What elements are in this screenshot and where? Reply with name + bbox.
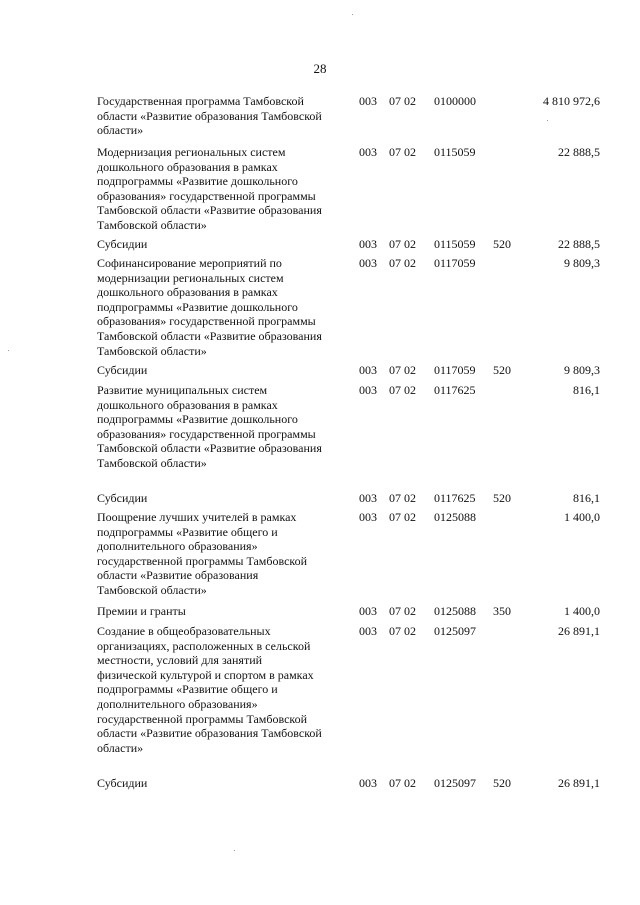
admin-code: 003: [359, 256, 377, 270]
row-description: Субсидии: [97, 363, 148, 377]
admin-code: 003: [359, 363, 377, 377]
expense-type-code: 520: [493, 491, 511, 505]
row-description: Премии и гранты: [97, 604, 186, 618]
section-code: 07 02: [389, 510, 416, 524]
target-code: 0117059: [434, 363, 476, 377]
admin-code: 003: [359, 776, 377, 790]
expense-type-code: 350: [493, 604, 511, 618]
section-code: 07 02: [389, 491, 416, 505]
amount: 4 810 972,6: [543, 94, 600, 108]
row-description: Создание в общеобразовательных организациях, расположенных в сельской местности, условий для занятий физической культурой и спортом в рамках подпрограммы «Развитие общего и дополнительного образования» государственной программы Тамбовской области «Развитие образования Тамбовской области»: [97, 624, 322, 755]
target-code: 0125088: [434, 604, 476, 618]
amount: 26 891,1: [558, 776, 600, 790]
amount: 22 888,5: [558, 237, 600, 251]
amount: 9 809,3: [564, 363, 600, 377]
expense-type-code: 520: [493, 237, 511, 251]
admin-code: 003: [359, 624, 377, 638]
expense-type-code: 520: [493, 776, 511, 790]
admin-code: 003: [359, 237, 377, 251]
section-code: 07 02: [389, 363, 416, 377]
admin-code: 003: [359, 604, 377, 618]
row-description: Субсидии: [97, 237, 148, 251]
scan-speck: [352, 14, 353, 15]
admin-code: 003: [359, 145, 377, 159]
section-code: 07 02: [389, 256, 416, 270]
amount: 816,1: [573, 383, 600, 397]
section-code: 07 02: [389, 604, 416, 618]
target-code: 0117625: [434, 383, 476, 397]
target-code: 0125097: [434, 776, 476, 790]
row-description: Софинансирование мероприятий по модернизации региональных систем дошкольного образования в рамках подпрограммы «Развитие дошкольного образования» государственной программы Тамбовской области «Развитие образования Тамбовской области»: [97, 256, 322, 358]
amount: 26 891,1: [558, 624, 600, 638]
target-code: 0125097: [434, 624, 476, 638]
amount: 1 400,0: [564, 510, 600, 524]
target-code: 0125088: [434, 510, 476, 524]
row-description: Модернизация региональных систем дошкольного образования в рамках подпрограммы «Развитие дошкольного образования» государственной программы Тамбовской области «Развитие образования Тамбовской области»: [97, 145, 322, 232]
expense-type-code: 520: [493, 363, 511, 377]
section-code: 07 02: [389, 94, 416, 108]
target-code: 0115059: [434, 237, 476, 251]
amount: 1 400,0: [564, 604, 600, 618]
page-number: 28: [313, 61, 327, 76]
amount: 816,1: [573, 491, 600, 505]
row-description: Субсидии: [97, 491, 148, 505]
section-code: 07 02: [389, 624, 416, 638]
admin-code: 003: [359, 383, 377, 397]
target-code: 0117625: [434, 491, 476, 505]
section-code: 07 02: [389, 237, 416, 251]
target-code: 0117059: [434, 256, 476, 270]
row-description: Субсидии: [97, 776, 148, 790]
amount: 22 888,5: [558, 145, 600, 159]
target-code: 0100000: [434, 94, 476, 108]
section-code: 07 02: [389, 776, 416, 790]
scan-speck: [547, 120, 548, 121]
section-code: 07 02: [389, 383, 416, 397]
section-code: 07 02: [389, 145, 416, 159]
admin-code: 003: [359, 94, 377, 108]
scan-speck: [234, 850, 235, 851]
target-code: 0115059: [434, 145, 476, 159]
admin-code: 003: [359, 491, 377, 505]
row-description: Поощрение лучших учителей в рамках подпрограммы «Развитие общего и дополнительного образования» государственной программы Тамбовской области «Развитие образования Тамбовской области»: [97, 510, 308, 597]
row-description: Развитие муниципальных систем дошкольного образования в рамках подпрограммы «Развитие дошкольного образования» государственной программы Тамбовской области «Развитие образования Тамбовской области»: [97, 383, 322, 470]
admin-code: 003: [359, 510, 377, 524]
scan-speck: [8, 350, 9, 351]
row-description: Государственная программа Тамбовской области «Развитие образования Тамбовской области»: [97, 94, 322, 138]
amount: 9 809,3: [564, 256, 600, 270]
